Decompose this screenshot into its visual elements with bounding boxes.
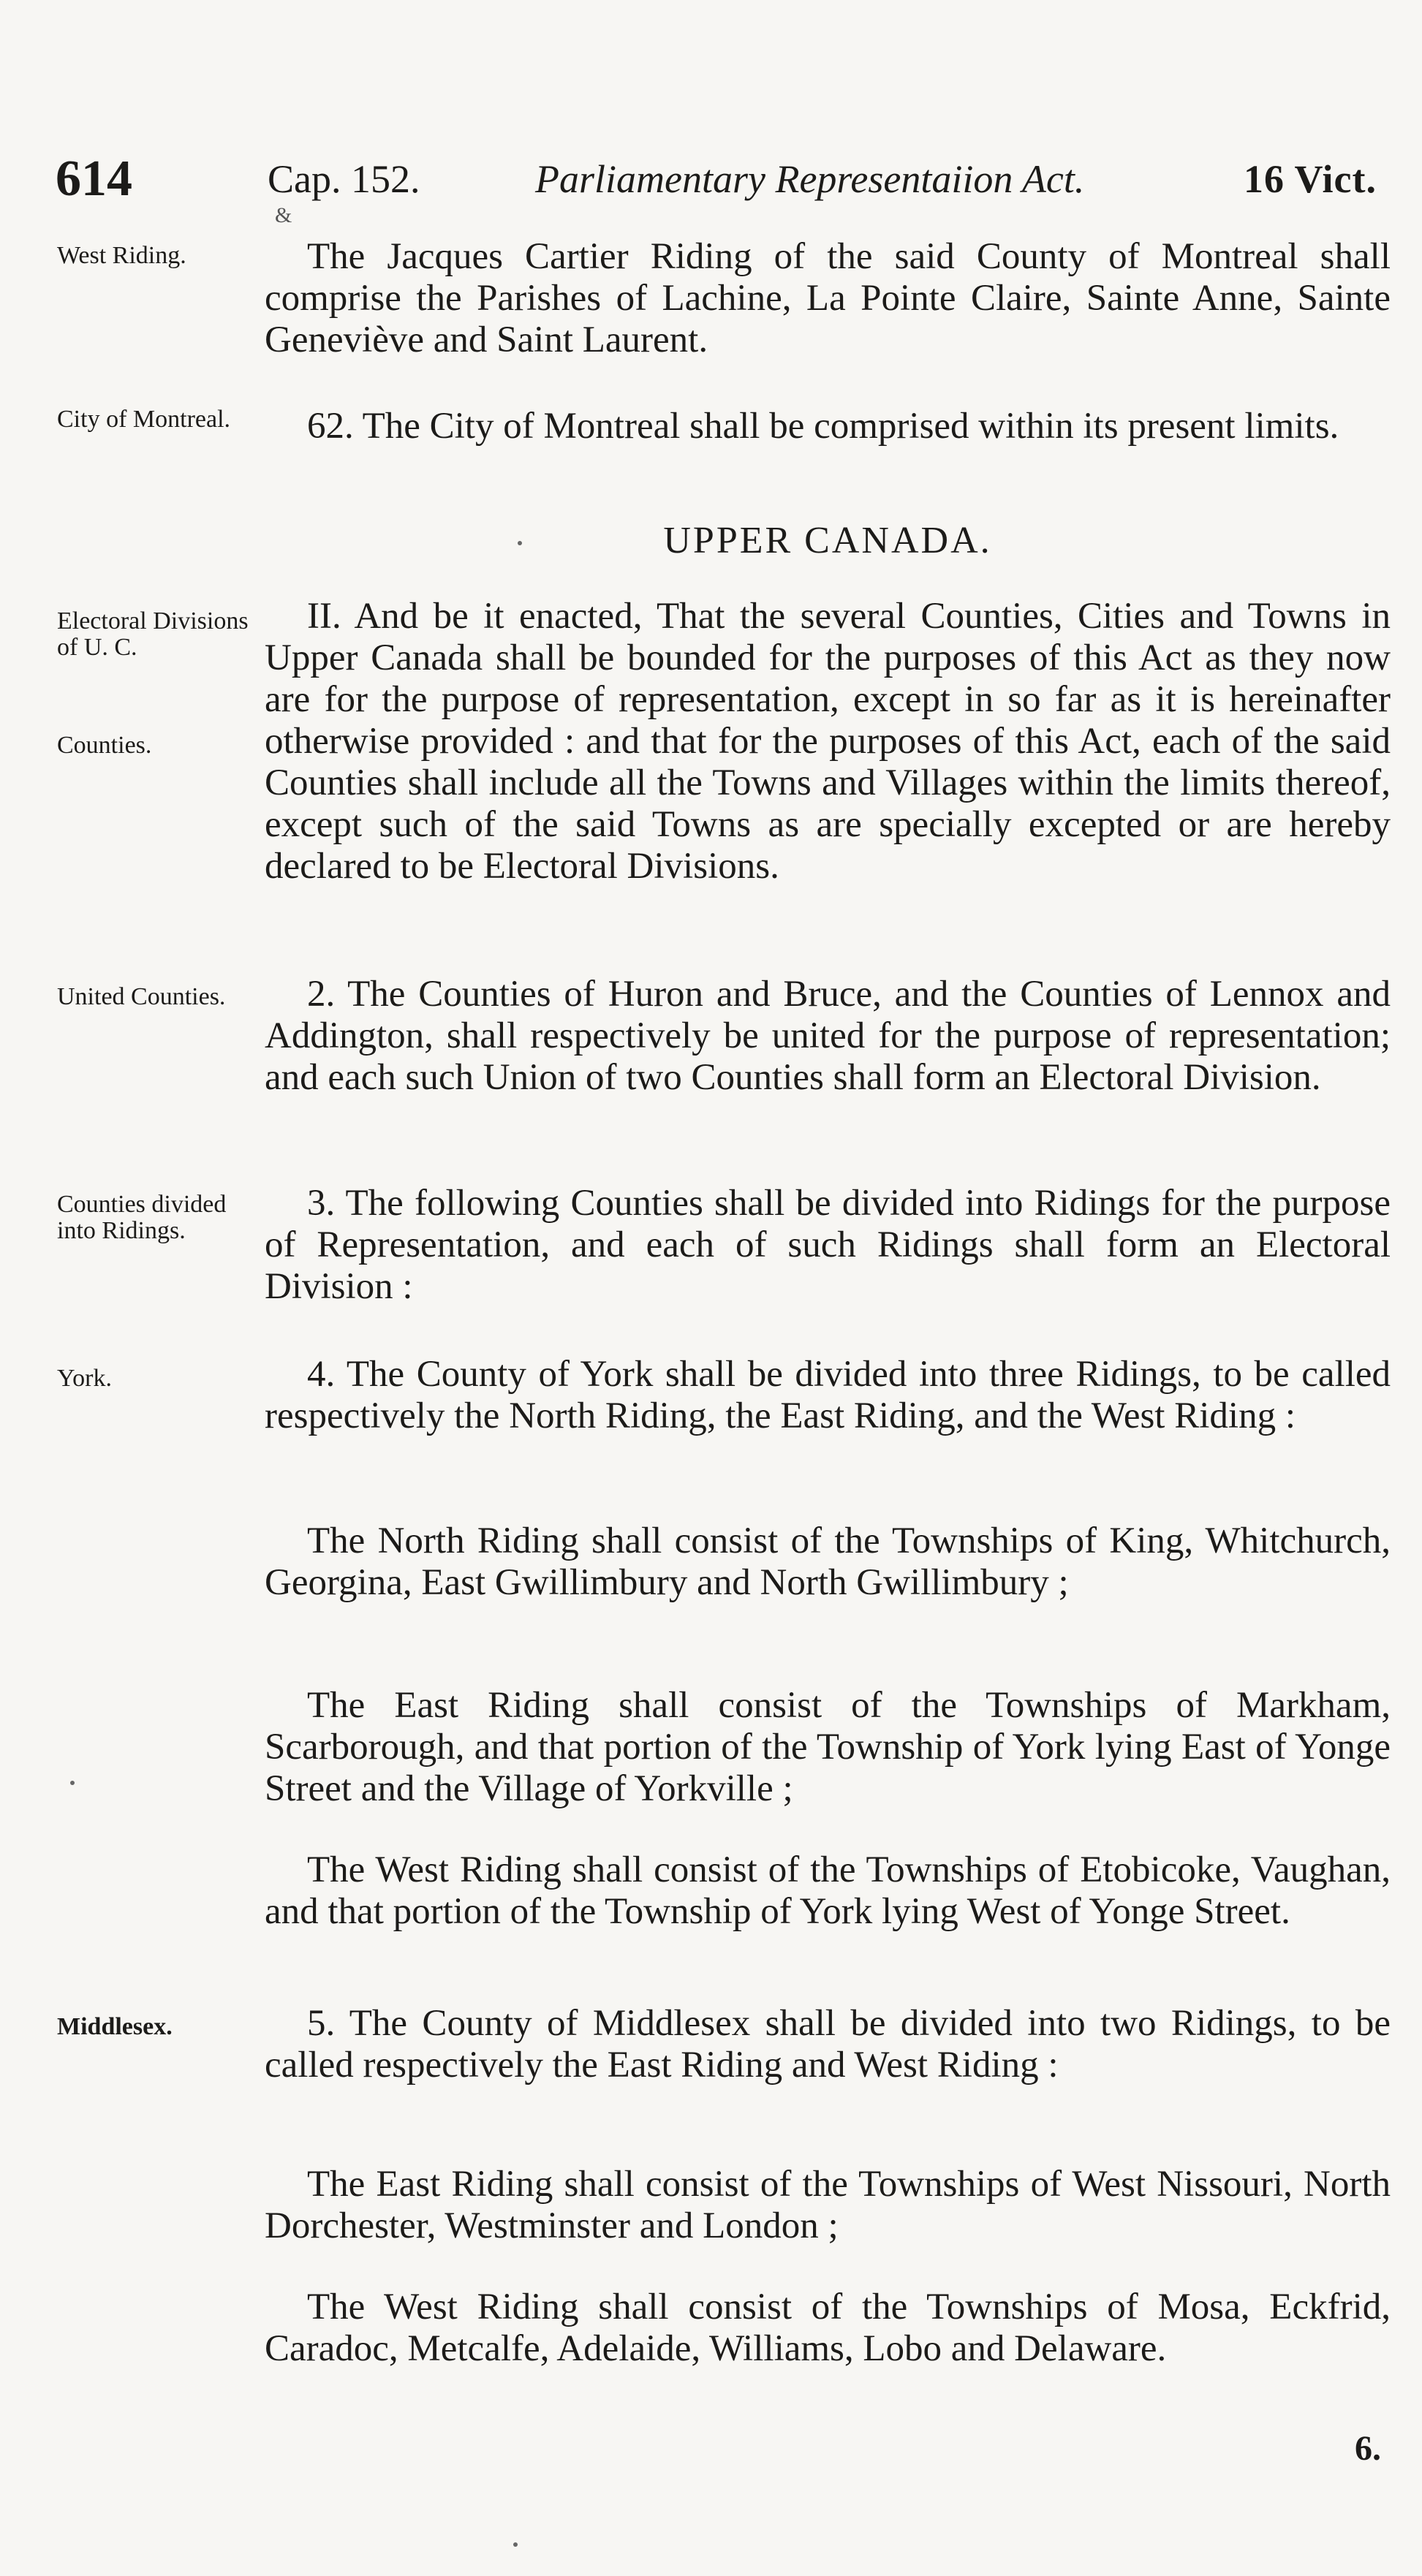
margin-note-electoral-divisions: Electoral Divisions of U. C. bbox=[57, 607, 249, 661]
chapter-label: Cap. 152. bbox=[268, 157, 420, 201]
paragraph-2: 2. The Counties of Huron and Bruce, and the Counties of Lennox and Addington, shall respectively be united for the purpose of representation; and each such Union of two Counties shall form an Electoral Division. bbox=[265, 974, 1391, 1098]
paragraph-62: 62. The City of Montreal shall be comprised within its present limits. bbox=[307, 406, 1339, 447]
paragraph-east-riding-york: The East Riding shall consist of the Townships of Markham, Scarborough, and that portion of the Township of York lying East of Yonge Street and the Village of Yorkville ; bbox=[265, 1685, 1391, 1809]
paragraph-north-riding-york: The North Riding shall consist of the Townships of King, Whitchurch, Georgina, East Gwillimbury and North Gwillimbury ; bbox=[265, 1520, 1391, 1603]
print-speck bbox=[518, 541, 522, 545]
margin-note-york: York. bbox=[57, 1365, 112, 1392]
margin-note-middlesex: Middlesex. bbox=[57, 2013, 173, 2040]
paragraph-5: 5. The County of Middlesex shall be divided into two Ridings, to be called respectively the East Riding and West Riding : bbox=[265, 2003, 1391, 2086]
paragraph-west-riding-york: The West Riding shall consist of the Townships of Etobicoke, Vaughan, and that portion of the Township of York lying West of Yonge Street. bbox=[265, 1849, 1391, 1932]
running-header bbox=[56, 150, 1393, 208]
catchword: 6. bbox=[1355, 2429, 1381, 2468]
paragraph-west-riding-middlesex: The West Riding shall consist of the Townships of Mosa, Eckfrid, Caradoc, Metcalfe, Adelaide, Williams, Lobo and Delaware. bbox=[265, 2287, 1391, 2369]
paragraph-east-riding-middlesex: The East Riding shall consist of the Townships of West Nissouri, North Dorchester, Westminster and London ; bbox=[265, 2164, 1391, 2246]
running-title: Parliamentary Representaiion Act. bbox=[535, 157, 1085, 201]
section-heading-upper-canada: UPPER CANADA. bbox=[663, 520, 992, 561]
stray-mark: & bbox=[275, 203, 292, 227]
margin-note-city-of-montreal: City of Montreal. bbox=[57, 406, 231, 433]
paragraph-II: II. And be it enacted, That the several Counties, Cities and Towns in Upper Canada shall be bounded for the purposes of this Act as they now are for the purpose of representation, except in so far as it is hereinafter otherwise provided : and that for the purposes of this Act, each of the said Counties shall include all the Towns and Villages within the limits thereof, except such of the said Towns as are specially excepted or are hereby declared to be Electoral Divisions. bbox=[265, 596, 1391, 887]
paragraph-jacques-cartier: The Jacques Cartier Riding of the said County of Montreal shall comprise the Parishes of Lachine, La Pointe Claire, Sainte Anne, Sainte Geneviève and Saint Laurent. bbox=[265, 236, 1391, 360]
paragraph-4: 4. The County of York shall be divided into three Ridings, to be called respectively the North Riding, the East Riding, and the West Riding : bbox=[265, 1354, 1391, 1436]
page-number: 614 bbox=[56, 151, 132, 207]
regnal-year: 16 Vict. bbox=[1244, 157, 1377, 201]
margin-note-counties-divided: Counties divided into Ridings. bbox=[57, 1191, 227, 1244]
margin-note-west-riding: West Riding. bbox=[57, 242, 186, 269]
margin-note-counties: Counties. bbox=[57, 732, 152, 759]
print-speck bbox=[70, 1781, 75, 1785]
print-speck bbox=[513, 2542, 518, 2547]
margin-note-united-counties: United Counties. bbox=[57, 983, 226, 1010]
paragraph-3: 3. The following Counties shall be divided into Ridings for the purpose of Representation, and each of such Ridings shall form an Electoral Division : bbox=[265, 1183, 1391, 1307]
